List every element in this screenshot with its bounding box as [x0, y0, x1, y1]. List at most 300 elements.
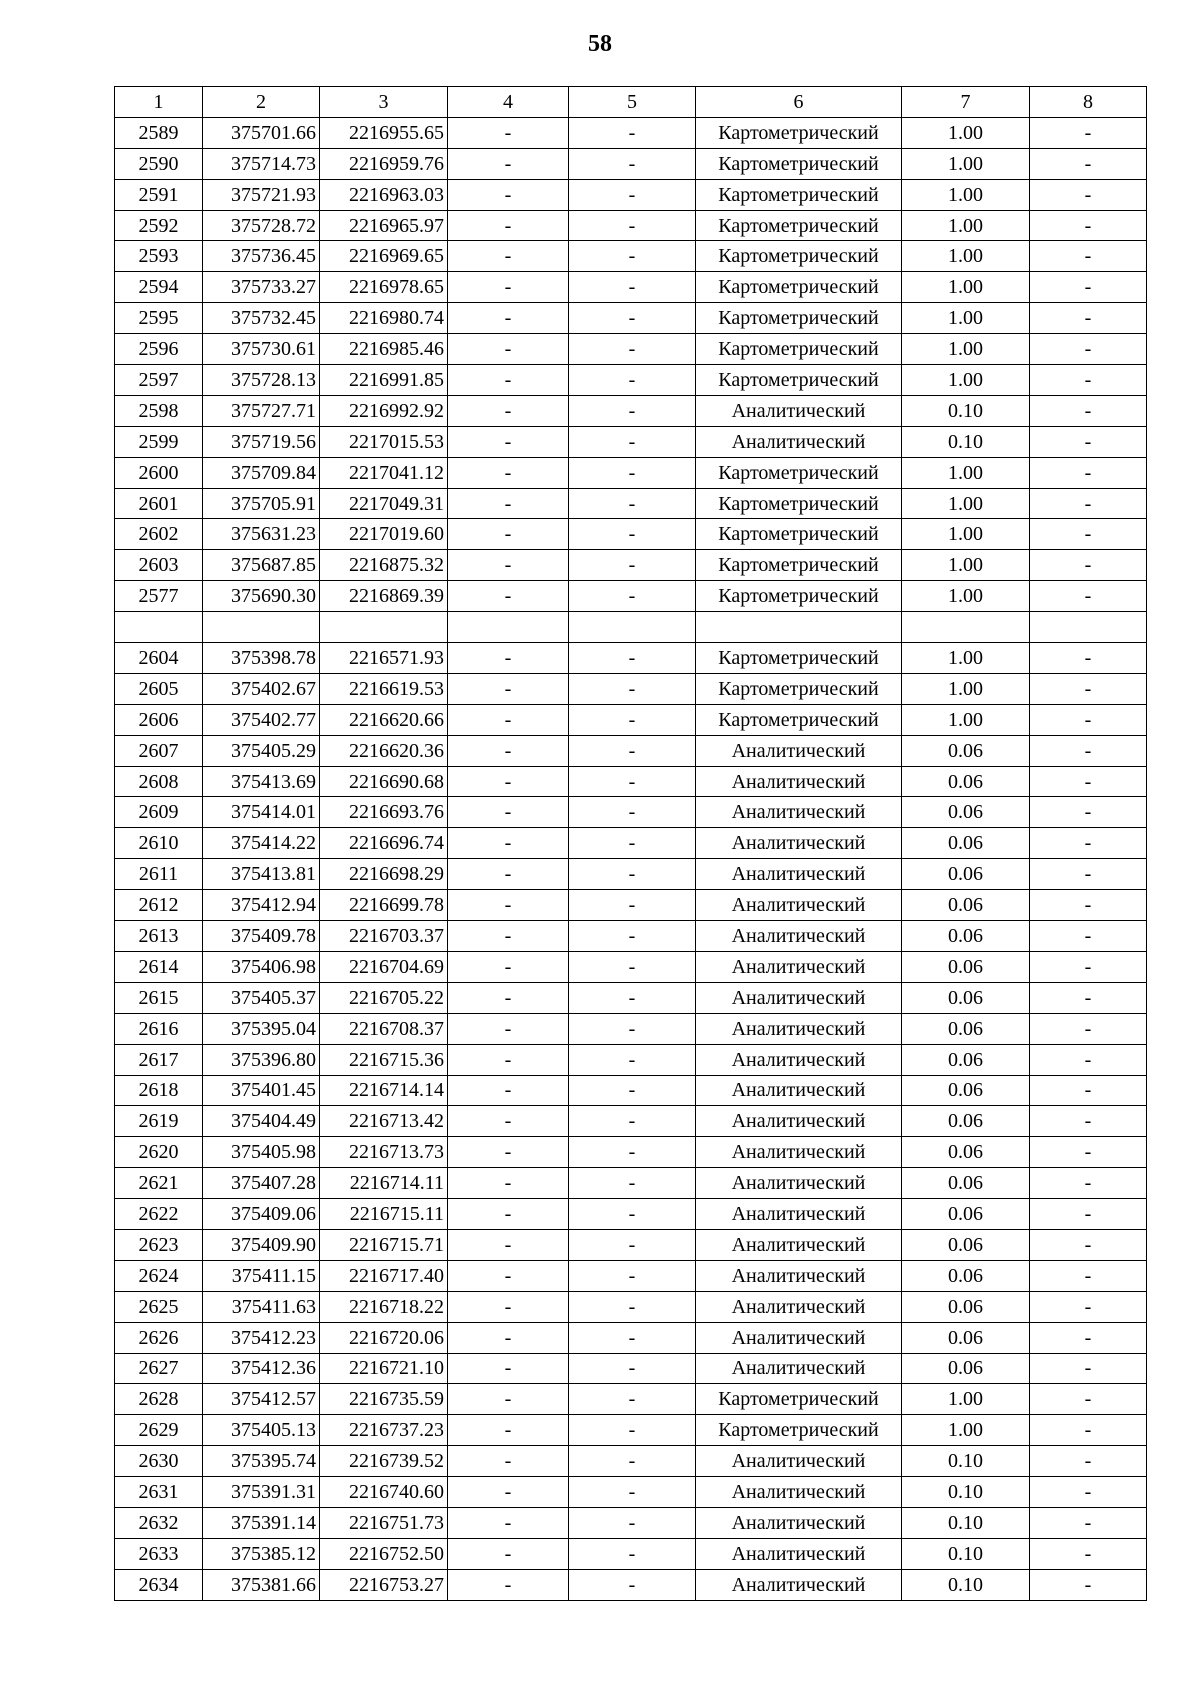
col4-cell: - — [448, 1137, 569, 1168]
y-coordinate-cell: 2217041.12 — [320, 457, 448, 488]
col5-cell: - — [569, 148, 696, 179]
y-coordinate-cell: 2216753.27 — [320, 1569, 448, 1600]
col5-cell: - — [569, 1507, 696, 1538]
coordinates-table — [114, 86, 1147, 1601]
accuracy-cell: 0.06 — [902, 1291, 1030, 1322]
col8-cell: - — [1030, 426, 1147, 457]
col8-cell: - — [1030, 334, 1147, 365]
method-cell: Аналитический — [696, 921, 902, 952]
col4-cell: - — [448, 797, 569, 828]
point-number-cell: 2595 — [115, 303, 203, 334]
col8-cell: - — [1030, 1538, 1147, 1569]
x-coordinate-cell — [203, 612, 320, 643]
col8-cell: - — [1030, 951, 1147, 982]
x-coordinate-cell: 375412.57 — [203, 1384, 320, 1415]
point-number-cell: 2634 — [115, 1569, 203, 1600]
col5-cell: - — [569, 426, 696, 457]
method-cell: Картометрический — [696, 673, 902, 704]
column-header: 7 — [902, 87, 1030, 118]
accuracy-cell: 1.00 — [902, 179, 1030, 210]
accuracy-cell: 1.00 — [902, 334, 1030, 365]
point-number-cell: 2624 — [115, 1260, 203, 1291]
accuracy-cell: 1.00 — [902, 241, 1030, 272]
y-coordinate-cell: 2216620.36 — [320, 735, 448, 766]
col5-cell: - — [569, 643, 696, 674]
accuracy-cell: 0.06 — [902, 859, 1030, 890]
point-number-cell: 2618 — [115, 1075, 203, 1106]
table-row — [115, 303, 1147, 334]
col5-cell: - — [569, 1291, 696, 1322]
method-cell: Аналитический — [696, 1075, 902, 1106]
y-coordinate-cell: 2216752.50 — [320, 1538, 448, 1569]
point-number-cell: 2625 — [115, 1291, 203, 1322]
accuracy-cell: 0.10 — [902, 426, 1030, 457]
table-row — [115, 241, 1147, 272]
col5-cell: - — [569, 241, 696, 272]
method-cell: Картометрический — [696, 117, 902, 148]
y-coordinate-cell: 2217049.31 — [320, 488, 448, 519]
col4-cell: - — [448, 519, 569, 550]
x-coordinate-cell: 375733.27 — [203, 272, 320, 303]
x-coordinate-cell: 375631.23 — [203, 519, 320, 550]
col8-cell: - — [1030, 550, 1147, 581]
col4-cell: - — [448, 1415, 569, 1446]
accuracy-cell: 1.00 — [902, 488, 1030, 519]
col5-cell: - — [569, 735, 696, 766]
col4-cell: - — [448, 1322, 569, 1353]
col8-cell: - — [1030, 488, 1147, 519]
table-row — [115, 550, 1147, 581]
table-row — [115, 982, 1147, 1013]
col5-cell: - — [569, 303, 696, 334]
point-number-cell: 2603 — [115, 550, 203, 581]
col8-cell: - — [1030, 148, 1147, 179]
y-coordinate-cell: 2216696.74 — [320, 828, 448, 859]
table-row — [115, 1569, 1147, 1600]
y-coordinate-cell: 2216963.03 — [320, 179, 448, 210]
col8-cell: - — [1030, 1322, 1147, 1353]
point-number-cell: 2591 — [115, 179, 203, 210]
col4-cell: - — [448, 1446, 569, 1477]
y-coordinate-cell: 2216705.22 — [320, 982, 448, 1013]
y-coordinate-cell: 2216718.22 — [320, 1291, 448, 1322]
col8-cell: - — [1030, 1384, 1147, 1415]
col5-cell: - — [569, 797, 696, 828]
column-header: 2 — [203, 87, 320, 118]
column-header: 3 — [320, 87, 448, 118]
y-coordinate-cell: 2216959.76 — [320, 148, 448, 179]
col5-cell: - — [569, 1538, 696, 1569]
point-number-cell: 2613 — [115, 921, 203, 952]
col8-cell: - — [1030, 1569, 1147, 1600]
table-row — [115, 1013, 1147, 1044]
point-number-cell: 2616 — [115, 1013, 203, 1044]
col5-cell: - — [569, 921, 696, 952]
col5-cell: - — [569, 334, 696, 365]
table-row — [115, 1044, 1147, 1075]
x-coordinate-cell: 375727.71 — [203, 395, 320, 426]
col4-cell: - — [448, 179, 569, 210]
x-coordinate-cell: 375391.14 — [203, 1507, 320, 1538]
col8-cell: - — [1030, 1106, 1147, 1137]
col4-cell: - — [448, 148, 569, 179]
accuracy-cell: 0.06 — [902, 1106, 1030, 1137]
col5-cell: - — [569, 1199, 696, 1230]
accuracy-cell: 1.00 — [902, 673, 1030, 704]
col8-cell: - — [1030, 921, 1147, 952]
col5-cell: - — [569, 550, 696, 581]
col8-cell: - — [1030, 1477, 1147, 1508]
col4-cell: - — [448, 241, 569, 272]
col8-cell: - — [1030, 1199, 1147, 1230]
col8-cell: - — [1030, 1260, 1147, 1291]
column-header: 5 — [569, 87, 696, 118]
col8-cell: - — [1030, 1507, 1147, 1538]
col5-cell: - — [569, 488, 696, 519]
point-number-cell: 2630 — [115, 1446, 203, 1477]
table-row — [115, 797, 1147, 828]
method-cell: Аналитический — [696, 1291, 902, 1322]
accuracy-cell: 0.06 — [902, 1137, 1030, 1168]
accuracy-cell: 0.06 — [902, 1353, 1030, 1384]
col8-cell: - — [1030, 457, 1147, 488]
col5-cell: - — [569, 581, 696, 612]
accuracy-cell: 0.10 — [902, 1538, 1030, 1569]
col8-cell: - — [1030, 1415, 1147, 1446]
accuracy-cell: 1.00 — [902, 1384, 1030, 1415]
table-header-row — [115, 87, 1147, 118]
method-cell: Картометрический — [696, 179, 902, 210]
col4-cell: - — [448, 117, 569, 148]
accuracy-cell: 0.06 — [902, 1260, 1030, 1291]
y-coordinate-cell: 2216704.69 — [320, 951, 448, 982]
method-cell: Аналитический — [696, 1322, 902, 1353]
col5-cell: - — [569, 1353, 696, 1384]
point-number-cell: 2627 — [115, 1353, 203, 1384]
y-coordinate-cell: 2216721.10 — [320, 1353, 448, 1384]
col8-cell: - — [1030, 241, 1147, 272]
accuracy-cell: 1.00 — [902, 704, 1030, 735]
col4-cell: - — [448, 1013, 569, 1044]
accuracy-cell: 0.10 — [902, 395, 1030, 426]
col8-cell: - — [1030, 1013, 1147, 1044]
col8-cell: - — [1030, 982, 1147, 1013]
method-cell: Картометрический — [696, 365, 902, 396]
y-coordinate-cell: 2216715.36 — [320, 1044, 448, 1075]
col5-cell: - — [569, 1415, 696, 1446]
x-coordinate-cell: 375412.23 — [203, 1322, 320, 1353]
y-coordinate-cell: 2216735.59 — [320, 1384, 448, 1415]
method-cell: Картометрический — [696, 1415, 902, 1446]
point-number-cell: 2602 — [115, 519, 203, 550]
col4-cell: - — [448, 426, 569, 457]
x-coordinate-cell: 375409.90 — [203, 1229, 320, 1260]
y-coordinate-cell: 2216969.65 — [320, 241, 448, 272]
col4-cell: - — [448, 1291, 569, 1322]
accuracy-cell: 1.00 — [902, 210, 1030, 241]
accuracy-cell: 0.06 — [902, 1168, 1030, 1199]
col4-cell: - — [448, 1477, 569, 1508]
y-coordinate-cell: 2216992.92 — [320, 395, 448, 426]
col8-cell: - — [1030, 766, 1147, 797]
method-cell: Картометрический — [696, 1384, 902, 1415]
col4-cell: - — [448, 1384, 569, 1415]
x-coordinate-cell: 375732.45 — [203, 303, 320, 334]
y-coordinate-cell: 2216751.73 — [320, 1507, 448, 1538]
method-cell: Аналитический — [696, 1168, 902, 1199]
point-number-cell: 2612 — [115, 890, 203, 921]
table-row — [115, 334, 1147, 365]
col8-cell: - — [1030, 1168, 1147, 1199]
x-coordinate-cell: 375728.13 — [203, 365, 320, 396]
table-row — [115, 581, 1147, 612]
col4-cell: - — [448, 859, 569, 890]
y-coordinate-cell: 2216690.68 — [320, 766, 448, 797]
table-row — [115, 1477, 1147, 1508]
method-cell: Аналитический — [696, 1229, 902, 1260]
x-coordinate-cell: 375414.01 — [203, 797, 320, 828]
y-coordinate-cell: 2216708.37 — [320, 1013, 448, 1044]
x-coordinate-cell: 375687.85 — [203, 550, 320, 581]
x-coordinate-cell: 375705.91 — [203, 488, 320, 519]
x-coordinate-cell: 375728.72 — [203, 210, 320, 241]
method-cell: Аналитический — [696, 828, 902, 859]
x-coordinate-cell: 375395.04 — [203, 1013, 320, 1044]
point-number-cell: 2629 — [115, 1415, 203, 1446]
accuracy-cell: 0.10 — [902, 1569, 1030, 1600]
col8-cell: - — [1030, 303, 1147, 334]
x-coordinate-cell: 375404.49 — [203, 1106, 320, 1137]
method-cell: Картометрический — [696, 210, 902, 241]
accuracy-cell: 0.06 — [902, 1013, 1030, 1044]
col4-cell: - — [448, 1260, 569, 1291]
table-body — [115, 117, 1147, 1600]
method-cell: Картометрический — [696, 519, 902, 550]
y-coordinate-cell: 2216713.42 — [320, 1106, 448, 1137]
col8-cell: - — [1030, 704, 1147, 735]
y-coordinate-cell: 2216875.32 — [320, 550, 448, 581]
point-number-cell: 2607 — [115, 735, 203, 766]
col4-cell: - — [448, 581, 569, 612]
table-row — [115, 1106, 1147, 1137]
y-coordinate-cell: 2216740.60 — [320, 1477, 448, 1508]
accuracy-cell: 0.06 — [902, 828, 1030, 859]
y-coordinate-cell: 2217019.60 — [320, 519, 448, 550]
col8-cell: - — [1030, 859, 1147, 890]
table-row — [115, 488, 1147, 519]
col4-cell: - — [448, 488, 569, 519]
col8-cell: - — [1030, 673, 1147, 704]
point-number-cell: 2605 — [115, 673, 203, 704]
col8-cell: - — [1030, 365, 1147, 396]
column-header: 6 — [696, 87, 902, 118]
method-cell: Картометрический — [696, 704, 902, 735]
accuracy-cell: 0.06 — [902, 921, 1030, 952]
method-cell: Аналитический — [696, 1507, 902, 1538]
col8-cell: - — [1030, 272, 1147, 303]
col5-cell: - — [569, 1137, 696, 1168]
method-cell: Аналитический — [696, 1106, 902, 1137]
point-number-cell: 2609 — [115, 797, 203, 828]
col8-cell: - — [1030, 797, 1147, 828]
column-header: 8 — [1030, 87, 1147, 118]
col4-cell — [448, 612, 569, 643]
table-row — [115, 179, 1147, 210]
col8-cell: - — [1030, 210, 1147, 241]
accuracy-cell: 0.06 — [902, 735, 1030, 766]
point-number-cell: 2617 — [115, 1044, 203, 1075]
col5-cell: - — [569, 859, 696, 890]
point-number-cell: 2601 — [115, 488, 203, 519]
table-row — [115, 210, 1147, 241]
col5-cell: - — [569, 1322, 696, 1353]
y-coordinate-cell: 2216980.74 — [320, 303, 448, 334]
x-coordinate-cell: 375413.69 — [203, 766, 320, 797]
method-cell: Картометрический — [696, 334, 902, 365]
col4-cell: - — [448, 395, 569, 426]
point-number-cell: 2614 — [115, 951, 203, 982]
table-row — [115, 1291, 1147, 1322]
point-number-cell: 2631 — [115, 1477, 203, 1508]
x-coordinate-cell: 375719.56 — [203, 426, 320, 457]
accuracy-cell: 1.00 — [902, 117, 1030, 148]
table-row — [115, 828, 1147, 859]
col8-cell: - — [1030, 1291, 1147, 1322]
accuracy-cell: 0.06 — [902, 1044, 1030, 1075]
accuracy-cell: 1.00 — [902, 550, 1030, 581]
y-coordinate-cell: 2216619.53 — [320, 673, 448, 704]
method-cell: Аналитический — [696, 1260, 902, 1291]
col8-cell: - — [1030, 890, 1147, 921]
y-coordinate-cell: 2216698.29 — [320, 859, 448, 890]
table-row — [115, 951, 1147, 982]
point-number-cell — [115, 612, 203, 643]
y-coordinate-cell: 2216699.78 — [320, 890, 448, 921]
col4-cell: - — [448, 1106, 569, 1137]
x-coordinate-cell: 375405.13 — [203, 1415, 320, 1446]
point-number-cell: 2590 — [115, 148, 203, 179]
point-number-cell: 2606 — [115, 704, 203, 735]
x-coordinate-cell: 375405.98 — [203, 1137, 320, 1168]
point-number-cell: 2599 — [115, 426, 203, 457]
accuracy-cell: 0.10 — [902, 1477, 1030, 1508]
accuracy-cell: 0.06 — [902, 1199, 1030, 1230]
y-coordinate-cell: 2216720.06 — [320, 1322, 448, 1353]
x-coordinate-cell: 375385.12 — [203, 1538, 320, 1569]
col4-cell: - — [448, 1044, 569, 1075]
col5-cell: - — [569, 179, 696, 210]
point-number-cell: 2577 — [115, 581, 203, 612]
table-row — [115, 1415, 1147, 1446]
y-coordinate-cell: 2216571.93 — [320, 643, 448, 674]
x-coordinate-cell: 375401.45 — [203, 1075, 320, 1106]
method-cell: Картометрический — [696, 457, 902, 488]
method-cell — [696, 612, 902, 643]
table-row — [115, 1322, 1147, 1353]
method-cell: Картометрический — [696, 488, 902, 519]
accuracy-cell: 0.06 — [902, 890, 1030, 921]
x-coordinate-cell: 375714.73 — [203, 148, 320, 179]
col5-cell: - — [569, 395, 696, 426]
table-row — [115, 921, 1147, 952]
y-coordinate-cell: 2216620.66 — [320, 704, 448, 735]
method-cell: Аналитический — [696, 735, 902, 766]
point-number-cell: 2594 — [115, 272, 203, 303]
point-number-cell: 2593 — [115, 241, 203, 272]
col8-cell: - — [1030, 519, 1147, 550]
col5-cell: - — [569, 1384, 696, 1415]
col4-cell: - — [448, 457, 569, 488]
y-coordinate-cell: 2216715.11 — [320, 1199, 448, 1230]
col4-cell: - — [448, 1229, 569, 1260]
y-coordinate-cell: 2217015.53 — [320, 426, 448, 457]
y-coordinate-cell: 2216991.85 — [320, 365, 448, 396]
table-row — [115, 457, 1147, 488]
point-number-cell: 2589 — [115, 117, 203, 148]
x-coordinate-cell: 375412.94 — [203, 890, 320, 921]
col5-cell: - — [569, 1013, 696, 1044]
method-cell: Аналитический — [696, 1137, 902, 1168]
col5-cell: - — [569, 210, 696, 241]
point-number-cell: 2608 — [115, 766, 203, 797]
method-cell: Картометрический — [696, 643, 902, 674]
method-cell: Аналитический — [696, 766, 902, 797]
col8-cell: - — [1030, 735, 1147, 766]
accuracy-cell: 1.00 — [902, 643, 1030, 674]
y-coordinate-cell: 2216978.65 — [320, 272, 448, 303]
accuracy-cell: 1.00 — [902, 303, 1030, 334]
table-row — [115, 1229, 1147, 1260]
y-coordinate-cell: 2216965.97 — [320, 210, 448, 241]
method-cell: Аналитический — [696, 797, 902, 828]
y-coordinate-cell: 2216693.76 — [320, 797, 448, 828]
col5-cell: - — [569, 673, 696, 704]
x-coordinate-cell: 375406.98 — [203, 951, 320, 982]
accuracy-cell: 0.06 — [902, 766, 1030, 797]
table-row — [115, 1446, 1147, 1477]
table-row — [115, 766, 1147, 797]
col8-cell: - — [1030, 1137, 1147, 1168]
x-coordinate-cell: 375395.74 — [203, 1446, 320, 1477]
accuracy-cell: 1.00 — [902, 519, 1030, 550]
table-row — [115, 426, 1147, 457]
col8-cell: - — [1030, 828, 1147, 859]
method-cell: Аналитический — [696, 1199, 902, 1230]
col5-cell: - — [569, 1106, 696, 1137]
col8-cell: - — [1030, 643, 1147, 674]
method-cell: Картометрический — [696, 148, 902, 179]
page-number: 58 — [588, 31, 612, 57]
col5-cell: - — [569, 1044, 696, 1075]
point-number-cell: 2604 — [115, 643, 203, 674]
table-row — [115, 704, 1147, 735]
col4-cell: - — [448, 1353, 569, 1384]
table-row — [115, 612, 1147, 643]
method-cell: Аналитический — [696, 890, 902, 921]
col4-cell: - — [448, 735, 569, 766]
method-cell: Аналитический — [696, 1477, 902, 1508]
point-number-cell: 2596 — [115, 334, 203, 365]
col5-cell: - — [569, 272, 696, 303]
col4-cell: - — [448, 1199, 569, 1230]
point-number-cell: 2620 — [115, 1137, 203, 1168]
table-row — [115, 1538, 1147, 1569]
table-row — [115, 890, 1147, 921]
col5-cell: - — [569, 1446, 696, 1477]
point-number-cell: 2598 — [115, 395, 203, 426]
x-coordinate-cell: 375398.78 — [203, 643, 320, 674]
accuracy-cell: 0.10 — [902, 1507, 1030, 1538]
